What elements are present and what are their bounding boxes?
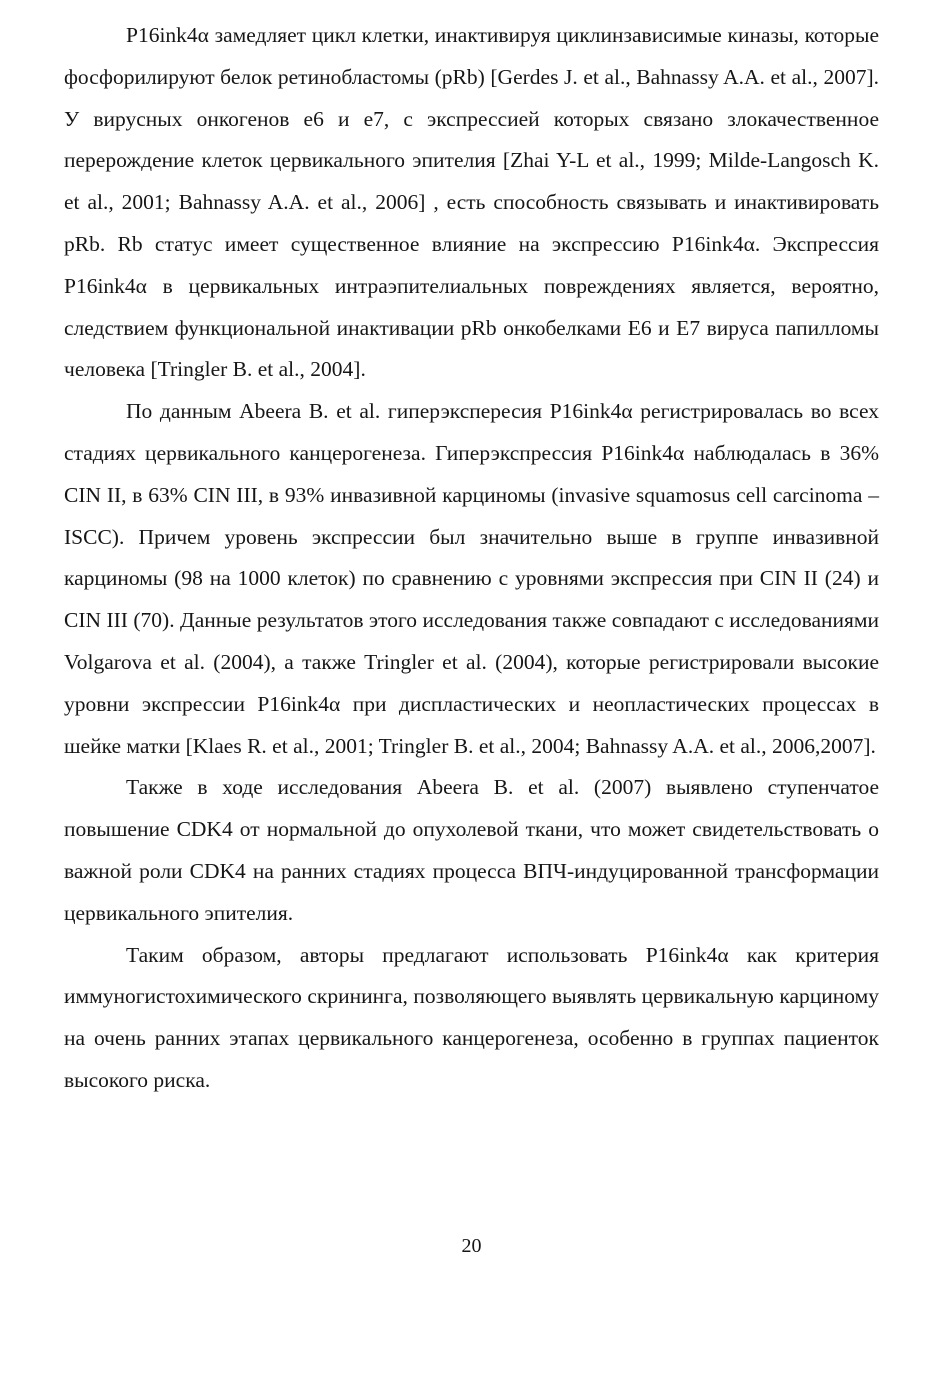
paragraph-abeera-findings: По данным Abeera B. et al. гиперэкспересия P16ink4α регистрировалась во всех стадиях цервикального канцерогенеза. Гиперэкспрессия P16ink4α наблюдалась в 36% CIN II, в 63% CIN III, в 93% инвазивной карциномы (invasive squamosus cell carcinoma – ISCC). Причем уровень экспрессии был значительно выше в группе инвазивной карциномы (98 на 1000 клеток) по сравнению с уровнями экспрессия при CIN II (24) и CIN III (70). Данные результатов этого исследования также совпадают с исследованиями Volgarova et al. (2004), а также Tringler et al. (2004), которые регистрировали высокие уровни экспрессии P16ink4α при диспластических и неопластических процессах в шейке матки [Klaes R. et al., 2001; Tringler B. et al., 2004; Bahnassy A.A. et al., 2006,2007].	[64, 399, 879, 758]
page-body	[64, 15, 879, 1102]
paragraph-conclusion: Таким образом, авторы предлагают использовать P16ink4α как критерия иммуногистохимического скрининга, позволяющего выявлять цервикальную карциному на очень ранних этапах цервикального канцерогенеза, особенно в группах пациенток высокого риска.	[64, 942, 879, 1092]
page-number: 20	[461, 1235, 482, 1257]
paragraph-p16-mechanism: P16ink4α замедляет цикл клетки, инактивируя циклинзависимые киназы, которые фосфорилируют белок ретинобластомы (pRb) [Gerdes J. et al., Bahnassy A.A. et al., 2007]. У вирусных онкогенов е6 и е7, с экспрессией которых связано злокачественное перерождение клеток цервикального эпителия [Zhai Y-L et al., 1999; Milde-Langosch K. et al., 2001; Bahnassy A.A. et al., 2006] , есть способность связывать и инактивировать pRb. Rb статус имеет существенное влияние на экспрессию P16ink4α. Экспрессия P16ink4α в цервикальных интраэпителиальных повреждениях является, вероятно, следствием функциональной инактивации pRb онкобелками E6 и E7 вируса папилломы человека [Tringler B. et al., 2004].	[64, 23, 879, 382]
paragraph-cdk4: Также в ходе исследования Abeera B. et al. (2007) выявлено ступенчатое повышение CDK4 от нормальной до опухолевой ткани, что может свидетельствовать о важной роли CDK4 на ранних стадиях процесса ВПЧ-индуцированной трансформации цервикального эпителия.	[64, 775, 879, 925]
